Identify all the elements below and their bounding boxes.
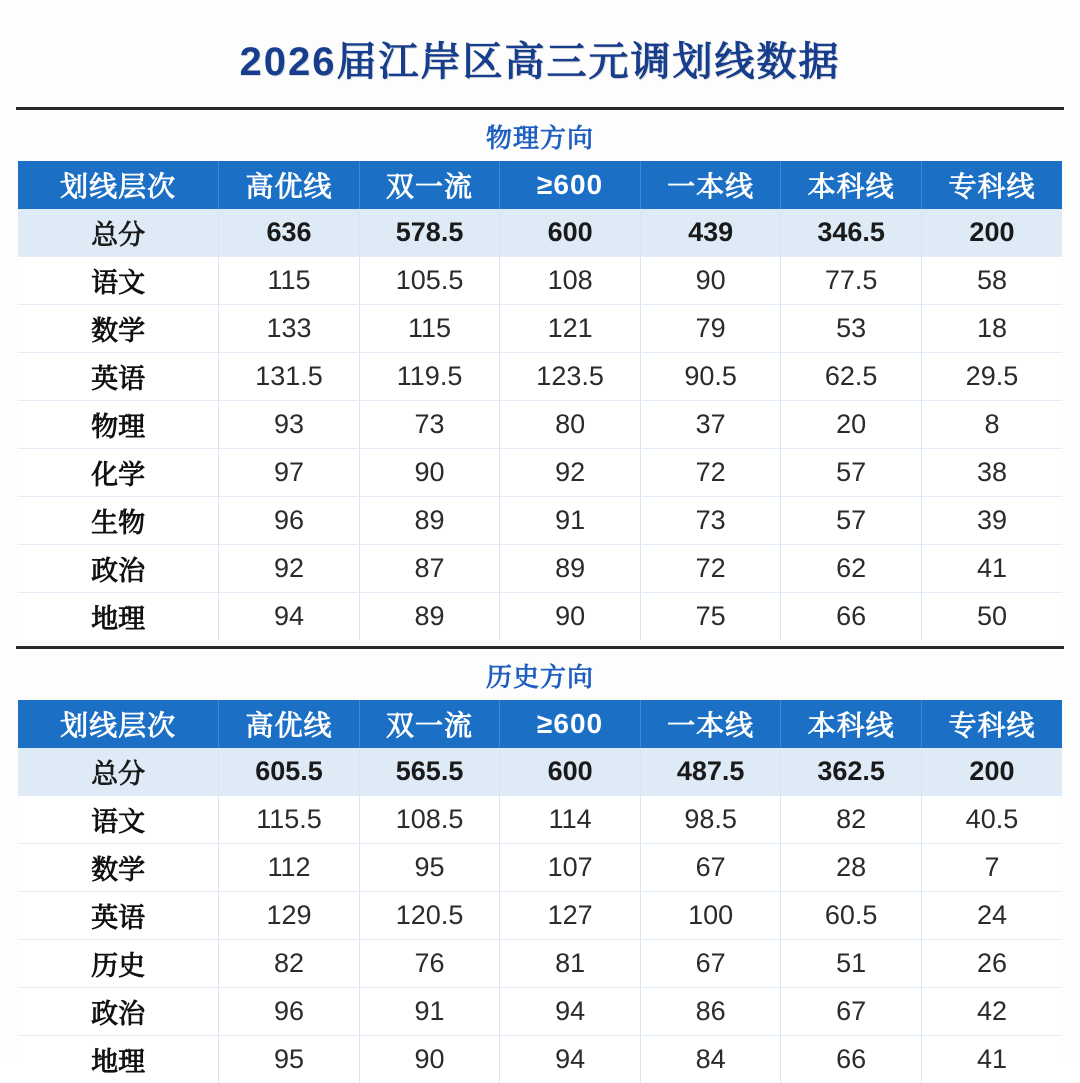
cell-value: 89 <box>359 497 500 545</box>
table-physics <box>18 161 1062 640</box>
column-header-level: 划线层次 <box>18 161 219 209</box>
row-label: 地理 <box>18 593 219 641</box>
cell-value: 200 <box>921 748 1062 796</box>
cell-value: 115 <box>219 257 360 305</box>
cell-value: 108.5 <box>359 796 500 844</box>
column-header-gaoyou: 高优线 <box>219 161 360 209</box>
row-label: 数学 <box>18 844 219 892</box>
cell-value: 73 <box>640 497 781 545</box>
cell-value: 80 <box>500 401 641 449</box>
table-header-physics <box>18 161 1062 209</box>
cell-value: 90.5 <box>640 353 781 401</box>
cell-value: 200 <box>921 209 1062 257</box>
cell-value: 96 <box>219 497 360 545</box>
cell-value: 87 <box>359 545 500 593</box>
cell-value: 53 <box>781 305 922 353</box>
cell-value: 66 <box>781 1036 922 1083</box>
cell-value: 91 <box>359 988 500 1036</box>
table-body-physics <box>18 209 1062 640</box>
cell-value: 72 <box>640 449 781 497</box>
cell-value: 67 <box>640 844 781 892</box>
cell-value: 487.5 <box>640 748 781 796</box>
cell-value: 121 <box>500 305 641 353</box>
column-header-zhuanke: 专科线 <box>921 161 1062 209</box>
row-label: 英语 <box>18 353 219 401</box>
cell-value: 92 <box>219 545 360 593</box>
table-row <box>18 892 1062 940</box>
cell-value: 107 <box>500 844 641 892</box>
table-row <box>18 353 1062 401</box>
table-row <box>18 497 1062 545</box>
cell-value: 50 <box>921 593 1062 641</box>
cell-value: 95 <box>219 1036 360 1083</box>
table-row <box>18 545 1062 593</box>
cell-value: 90 <box>359 449 500 497</box>
table-header-row <box>18 161 1062 209</box>
row-label: 语文 <box>18 257 219 305</box>
cell-value: 57 <box>781 449 922 497</box>
cell-value: 131.5 <box>219 353 360 401</box>
page-title: 2026届江岸区高三元调划线数据 <box>0 0 1080 101</box>
cell-value: 73 <box>359 401 500 449</box>
cell-value: 38 <box>921 449 1062 497</box>
cell-value: 114 <box>500 796 641 844</box>
cell-value: 67 <box>781 988 922 1036</box>
section-physics <box>0 110 1080 640</box>
cell-value: 41 <box>921 545 1062 593</box>
cell-value: 86 <box>640 988 781 1036</box>
cell-value: 115 <box>359 305 500 353</box>
cell-value: 75 <box>640 593 781 641</box>
row-label: 生物 <box>18 497 219 545</box>
table-row <box>18 257 1062 305</box>
cell-value: 84 <box>640 1036 781 1083</box>
cell-value: 90 <box>500 593 641 641</box>
cell-value: 39 <box>921 497 1062 545</box>
table-row <box>18 796 1062 844</box>
cell-value: 62 <box>781 545 922 593</box>
cell-value: 565.5 <box>359 748 500 796</box>
cell-value: 93 <box>219 401 360 449</box>
cell-value: 119.5 <box>359 353 500 401</box>
row-label: 政治 <box>18 988 219 1036</box>
row-label: 语文 <box>18 796 219 844</box>
section-title-physics: 物理方向 <box>18 110 1062 161</box>
row-label: 地理 <box>18 1036 219 1083</box>
cell-value: 112 <box>219 844 360 892</box>
cell-value: 82 <box>781 796 922 844</box>
cell-value: 90 <box>359 1036 500 1083</box>
cell-value: 362.5 <box>781 748 922 796</box>
row-label: 英语 <box>18 892 219 940</box>
cell-value: 29.5 <box>921 353 1062 401</box>
cell-value: 57 <box>781 497 922 545</box>
table-row <box>18 1036 1062 1083</box>
cell-value: 90 <box>640 257 781 305</box>
cell-value: 72 <box>640 545 781 593</box>
table-row <box>18 593 1062 641</box>
cell-value: 105.5 <box>359 257 500 305</box>
table-row <box>18 940 1062 988</box>
cell-value: 600 <box>500 748 641 796</box>
cell-value: 123.5 <box>500 353 641 401</box>
table-row <box>18 401 1062 449</box>
column-header-shuangyiliu: 双一流 <box>359 700 500 748</box>
cell-value: 95 <box>359 844 500 892</box>
table-row <box>18 988 1062 1036</box>
row-label: 总分 <box>18 209 219 257</box>
cell-value: 600 <box>500 209 641 257</box>
cell-value: 92 <box>500 449 641 497</box>
cell-value: 40.5 <box>921 796 1062 844</box>
cell-value: 42 <box>921 988 1062 1036</box>
cell-value: 41 <box>921 1036 1062 1083</box>
row-label: 化学 <box>18 449 219 497</box>
cell-value: 28 <box>781 844 922 892</box>
cell-value: 94 <box>500 988 641 1036</box>
cell-value: 605.5 <box>219 748 360 796</box>
row-label: 物理 <box>18 401 219 449</box>
table-body-history <box>18 748 1062 1083</box>
cell-value: 100 <box>640 892 781 940</box>
cell-value: 76 <box>359 940 500 988</box>
table-header-history <box>18 700 1062 748</box>
column-header-benke: 本科线 <box>781 700 922 748</box>
cell-value: 51 <box>781 940 922 988</box>
cell-value: 98.5 <box>640 796 781 844</box>
cell-value: 636 <box>219 209 360 257</box>
cell-value: 133 <box>219 305 360 353</box>
cell-value: 439 <box>640 209 781 257</box>
column-header-level: 划线层次 <box>18 700 219 748</box>
section-title-history: 历史方向 <box>18 649 1062 700</box>
cell-value: 58 <box>921 257 1062 305</box>
cell-value: 94 <box>500 1036 641 1083</box>
cell-value: 81 <box>500 940 641 988</box>
cell-value: 26 <box>921 940 1062 988</box>
cell-value: 91 <box>500 497 641 545</box>
cell-value: 37 <box>640 401 781 449</box>
cell-value: 62.5 <box>781 353 922 401</box>
cell-value: 127 <box>500 892 641 940</box>
table-header-row <box>18 700 1062 748</box>
cell-value: 66 <box>781 593 922 641</box>
column-header-gaoyou: 高优线 <box>219 700 360 748</box>
cell-value: 129 <box>219 892 360 940</box>
cell-value: 82 <box>219 940 360 988</box>
table-history <box>18 700 1062 1083</box>
cell-value: 18 <box>921 305 1062 353</box>
cell-value: 96 <box>219 988 360 1036</box>
cell-value: 108 <box>500 257 641 305</box>
column-header-600: ≥600 <box>500 700 641 748</box>
cell-value: 8 <box>921 401 1062 449</box>
cell-value: 60.5 <box>781 892 922 940</box>
cell-value: 89 <box>500 545 641 593</box>
cell-value: 7 <box>921 844 1062 892</box>
cell-value: 97 <box>219 449 360 497</box>
cell-value: 20 <box>781 401 922 449</box>
cell-value: 346.5 <box>781 209 922 257</box>
cell-value: 94 <box>219 593 360 641</box>
row-label: 数学 <box>18 305 219 353</box>
column-header-600: ≥600 <box>500 161 641 209</box>
cell-value: 77.5 <box>781 257 922 305</box>
table-row <box>18 209 1062 257</box>
cell-value: 24 <box>921 892 1062 940</box>
row-label: 总分 <box>18 748 219 796</box>
row-label: 历史 <box>18 940 219 988</box>
table-row <box>18 748 1062 796</box>
table-row <box>18 449 1062 497</box>
column-header-yiben: 一本线 <box>640 700 781 748</box>
row-label: 政治 <box>18 545 219 593</box>
cell-value: 79 <box>640 305 781 353</box>
section-history <box>0 649 1080 1083</box>
cell-value: 115.5 <box>219 796 360 844</box>
column-header-yiben: 一本线 <box>640 161 781 209</box>
cell-value: 120.5 <box>359 892 500 940</box>
cell-value: 67 <box>640 940 781 988</box>
column-header-zhuanke: 专科线 <box>921 700 1062 748</box>
column-header-benke: 本科线 <box>781 161 922 209</box>
cell-value: 578.5 <box>359 209 500 257</box>
column-header-shuangyiliu: 双一流 <box>359 161 500 209</box>
table-row <box>18 305 1062 353</box>
table-row <box>18 844 1062 892</box>
cell-value: 89 <box>359 593 500 641</box>
